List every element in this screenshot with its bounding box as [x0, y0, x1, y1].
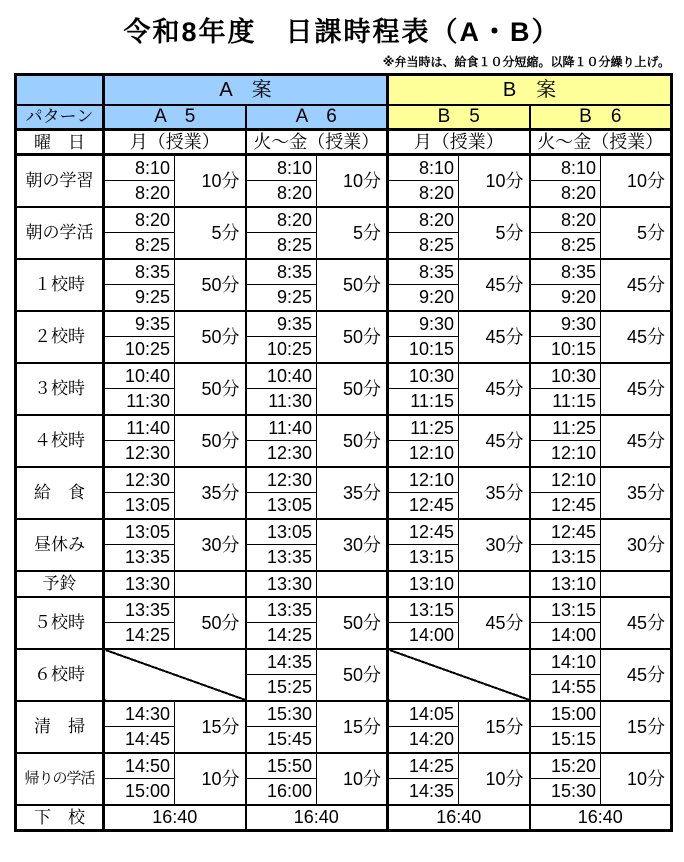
duration-cell: 45分 [459, 597, 530, 649]
duration-cell: 45分 [601, 415, 672, 467]
end-time-cell: 8:20 [246, 181, 317, 207]
end-time-cell: 13:05 [104, 493, 175, 519]
start-time-cell: 8:35 [388, 259, 459, 285]
period-label: 朝の学習 [16, 155, 104, 207]
end-time-cell: 8:25 [246, 233, 317, 259]
pattern-label: パターン [16, 105, 104, 130]
duration-cell: 10分 [175, 155, 246, 207]
duration-cell: 50分 [317, 415, 388, 467]
period-label: 清 掃 [16, 701, 104, 753]
dismissal-time-cell: 16:40 [530, 805, 672, 831]
start-time-cell: 11:40 [104, 415, 175, 441]
duration-cell: 35分 [317, 467, 388, 519]
end-time-cell: 8:25 [104, 233, 175, 259]
pattern-a5-header: A 5 [104, 105, 246, 130]
start-time-cell: 8:20 [246, 207, 317, 233]
period-label: ５校時 [16, 597, 104, 649]
table-row [16, 519, 672, 545]
end-time-cell: 12:30 [246, 441, 317, 467]
table-row [16, 805, 672, 831]
day-label: 曜 日 [16, 130, 104, 155]
start-time-cell: 11:25 [388, 415, 459, 441]
end-time-cell: 9:25 [246, 285, 317, 311]
start-time-cell: 9:35 [246, 311, 317, 337]
start-time-cell: 8:20 [388, 207, 459, 233]
end-time-cell: 12:10 [388, 441, 459, 467]
start-time-cell: 12:45 [388, 519, 459, 545]
start-time-cell: 15:30 [246, 701, 317, 727]
page [14, 10, 670, 832]
start-time-cell: 14:25 [388, 753, 459, 779]
start-time-cell: 10:30 [388, 363, 459, 389]
period-label: ６校時 [16, 649, 104, 701]
table-row [16, 311, 672, 337]
period-label: １校時 [16, 259, 104, 311]
duration-cell: 5分 [459, 207, 530, 259]
start-time-cell: 10:40 [246, 363, 317, 389]
duration-cell: 10分 [317, 155, 388, 207]
duration-cell: 50分 [317, 649, 388, 701]
start-time-cell: 13:15 [388, 597, 459, 623]
end-time-cell: 14:20 [388, 727, 459, 753]
duration-cell: 45分 [601, 259, 672, 311]
start-time-cell: 10:40 [104, 363, 175, 389]
duration-cell: 15分 [601, 701, 672, 753]
duration-cell: 45分 [459, 259, 530, 311]
end-time-cell: 10:25 [246, 337, 317, 363]
end-time-cell: 11:15 [388, 389, 459, 415]
table-row [16, 597, 672, 623]
duration-cell: 30分 [317, 519, 388, 571]
end-time-cell: 11:15 [530, 389, 601, 415]
duration-cell: 30分 [601, 519, 672, 571]
start-time-cell: 8:35 [530, 259, 601, 285]
table-row [16, 415, 672, 441]
duration-cell: 50分 [317, 311, 388, 363]
start-time-cell: 8:10 [104, 155, 175, 181]
pattern-b6-header: B 6 [530, 105, 672, 130]
duration-cell: 15分 [175, 701, 246, 753]
start-time-cell: 8:35 [246, 259, 317, 285]
dismissal-time-cell: 16:40 [388, 805, 530, 831]
start-time-cell: 11:25 [530, 415, 601, 441]
duration-cell: 5分 [175, 207, 246, 259]
duration-cell: 30分 [459, 519, 530, 571]
end-time-cell: 11:30 [104, 389, 175, 415]
end-time-cell: 14:45 [104, 727, 175, 753]
duration-cell: 10分 [601, 155, 672, 207]
duration-cell: 50分 [317, 259, 388, 311]
duration-cell: 50分 [175, 311, 246, 363]
end-time-cell: 15:25 [246, 675, 317, 701]
duration-cell: 10分 [459, 753, 530, 805]
end-time-cell: 10:15 [530, 337, 601, 363]
period-label: 下 校 [16, 805, 104, 831]
end-time-cell: 8:20 [104, 181, 175, 207]
period-label: 帰りの学活 [16, 753, 104, 805]
table-row [16, 155, 672, 181]
end-time-cell: 14:00 [530, 623, 601, 649]
end-time-cell: 14:55 [530, 675, 601, 701]
day-a5-header: 月（授業） [104, 130, 246, 155]
end-time-cell: 12:45 [530, 493, 601, 519]
no-period-diagonal [104, 649, 246, 701]
end-time-cell: 10:15 [388, 337, 459, 363]
dismissal-time-cell: 16:40 [246, 805, 388, 831]
dismissal-time-cell: 16:40 [104, 805, 246, 831]
period-label: 予鈴 [16, 571, 104, 597]
duration-cell: 10分 [459, 155, 530, 207]
timetable [14, 73, 673, 832]
day-a6-header: 火～金（授業） [246, 130, 388, 155]
table-row [16, 207, 672, 233]
duration-cell: 15分 [459, 701, 530, 753]
end-time-cell: 14:25 [104, 623, 175, 649]
start-time-cell: 15:20 [530, 753, 601, 779]
start-time-cell: 14:30 [104, 701, 175, 727]
start-time-cell: 9:35 [104, 311, 175, 337]
table-row [16, 649, 672, 675]
end-time-cell: 15:00 [104, 779, 175, 805]
period-label: ３校時 [16, 363, 104, 415]
duration-cell: 45分 [459, 415, 530, 467]
start-time-cell: 13:35 [104, 597, 175, 623]
start-time-cell: 13:05 [246, 519, 317, 545]
end-time-cell: 8:25 [530, 233, 601, 259]
no-period-diagonal [388, 649, 530, 701]
end-time-cell: 12:10 [530, 441, 601, 467]
table-row [16, 363, 672, 389]
duration-cell: 45分 [459, 311, 530, 363]
start-time-cell: 15:00 [530, 701, 601, 727]
duration-cell [459, 571, 530, 597]
table-row [16, 571, 672, 597]
duration-cell: 35分 [459, 467, 530, 519]
table-row [16, 753, 672, 779]
duration-cell: 35分 [601, 467, 672, 519]
end-time-cell: 13:05 [246, 493, 317, 519]
start-time-cell: 8:10 [530, 155, 601, 181]
table-row [16, 259, 672, 285]
start-time-cell: 13:15 [530, 597, 601, 623]
end-time-cell: 13:35 [104, 545, 175, 571]
start-time-cell: 9:30 [388, 311, 459, 337]
end-time-cell: 8:20 [530, 181, 601, 207]
pattern-a6-header: A 6 [246, 105, 388, 130]
bell-time-cell: 13:10 [388, 571, 459, 597]
end-time-cell: 13:15 [388, 545, 459, 571]
end-time-cell: 8:20 [388, 181, 459, 207]
end-time-cell: 10:25 [104, 337, 175, 363]
duration-cell [175, 571, 246, 597]
bell-time-cell: 13:30 [104, 571, 175, 597]
pattern-header-row [16, 105, 672, 130]
period-label: 昼休み [16, 519, 104, 571]
end-time-cell: 8:25 [388, 233, 459, 259]
plan-a-header: A 案 [104, 75, 388, 105]
duration-cell: 10分 [175, 753, 246, 805]
day-header-row [16, 130, 672, 155]
start-time-cell: 14:35 [246, 649, 317, 675]
table-row [16, 467, 672, 493]
duration-cell: 50分 [175, 415, 246, 467]
duration-cell: 35分 [175, 467, 246, 519]
end-time-cell: 12:30 [104, 441, 175, 467]
start-time-cell: 10:30 [530, 363, 601, 389]
end-time-cell: 14:25 [246, 623, 317, 649]
start-time-cell: 14:50 [104, 753, 175, 779]
start-time-cell: 8:10 [246, 155, 317, 181]
start-time-cell: 8:20 [530, 207, 601, 233]
end-time-cell: 13:15 [530, 545, 601, 571]
day-b6-header: 火～金（授業） [530, 130, 672, 155]
duration-cell: 45分 [459, 363, 530, 415]
duration-cell: 50分 [317, 597, 388, 649]
duration-cell: 45分 [601, 597, 672, 649]
end-time-cell: 9:20 [388, 285, 459, 311]
end-time-cell: 11:30 [246, 389, 317, 415]
duration-cell: 50分 [175, 363, 246, 415]
plan-b-header: B 案 [388, 75, 672, 105]
start-time-cell: 11:40 [246, 415, 317, 441]
end-time-cell: 16:00 [246, 779, 317, 805]
duration-cell: 45分 [601, 649, 672, 701]
start-time-cell: 8:10 [388, 155, 459, 181]
duration-cell: 15分 [317, 701, 388, 753]
duration-cell: 30分 [175, 519, 246, 571]
end-time-cell: 14:00 [388, 623, 459, 649]
start-time-cell: 9:30 [530, 311, 601, 337]
bell-time-cell: 13:10 [530, 571, 601, 597]
end-time-cell: 13:35 [246, 545, 317, 571]
start-time-cell: 14:05 [388, 701, 459, 727]
plan-header-row [16, 75, 672, 105]
start-time-cell: 12:10 [388, 467, 459, 493]
table-row [16, 701, 672, 727]
duration-cell: 10分 [601, 753, 672, 805]
end-time-cell: 15:15 [530, 727, 601, 753]
duration-cell: 45分 [601, 311, 672, 363]
period-label: ２校時 [16, 311, 104, 363]
duration-cell [601, 571, 672, 597]
pattern-b5-header: B 5 [388, 105, 530, 130]
duration-cell: 50分 [175, 259, 246, 311]
duration-cell: 50分 [317, 363, 388, 415]
start-time-cell: 12:10 [530, 467, 601, 493]
start-time-cell: 13:05 [104, 519, 175, 545]
start-time-cell: 8:35 [104, 259, 175, 285]
start-time-cell: 13:35 [246, 597, 317, 623]
duration-cell [317, 571, 388, 597]
start-time-cell: 15:50 [246, 753, 317, 779]
duration-cell: 10分 [317, 753, 388, 805]
start-time-cell: 8:20 [104, 207, 175, 233]
day-b5-header: 月（授業） [388, 130, 530, 155]
end-time-cell: 9:20 [530, 285, 601, 311]
end-time-cell: 15:45 [246, 727, 317, 753]
start-time-cell: 12:45 [530, 519, 601, 545]
bell-time-cell: 13:30 [246, 571, 317, 597]
duration-cell: 45分 [601, 363, 672, 415]
end-time-cell: 12:45 [388, 493, 459, 519]
end-time-cell: 14:35 [388, 779, 459, 805]
page-title: 令和8年度 日課時程表（A・B） [123, 17, 561, 47]
period-label: 給 食 [16, 467, 104, 519]
duration-cell: 5分 [601, 207, 672, 259]
duration-cell: 50分 [175, 597, 246, 649]
end-time-cell: 15:30 [530, 779, 601, 805]
end-time-cell: 9:25 [104, 285, 175, 311]
start-time-cell: 14:10 [530, 649, 601, 675]
period-label: 朝の学活 [16, 207, 104, 259]
period-label: ４校時 [16, 415, 104, 467]
corner-cell [16, 75, 104, 105]
start-time-cell: 12:30 [104, 467, 175, 493]
note-text: ※弁当時は、給食１０分短縮。以降１０分繰り上げ。 [382, 55, 670, 69]
start-time-cell: 12:30 [246, 467, 317, 493]
duration-cell: 5分 [317, 207, 388, 259]
